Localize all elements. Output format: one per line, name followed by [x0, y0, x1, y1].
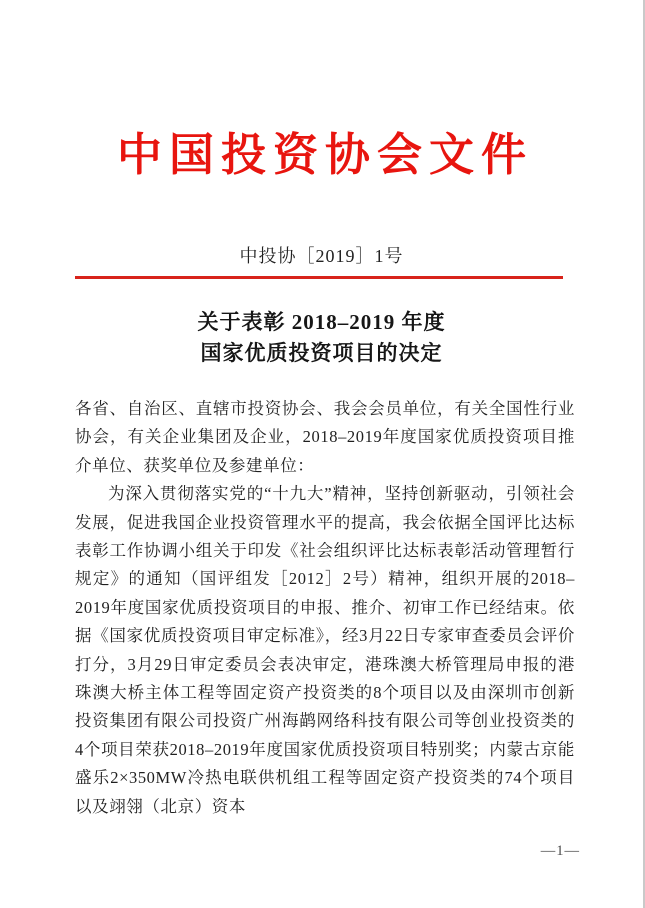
page-number: —1— — [540, 843, 580, 859]
document-body — [75, 395, 575, 821]
decision-title-line2: 国家优质投资项目的决定 — [200, 341, 443, 365]
decision-title — [0, 307, 643, 369]
main-paragraph: 为深入贯彻落实党的“十九大”精神，坚持创新驱动，引领社会发展，促进我国企业投资管理水平的提高，我会依据全国评比达标表彰工作协调小组关于印发《社会组织评比达标表彰活动管理暂行规定》的通知（国评组发［2012］2号）精神，组织开展的2018–2019年度国家优质投资项目的申报、推介、初审工作已经结束。依据《国家优质投资项目审定标准》，经3月22日专家审查委员会评价打分，3月29日审定委员会表决审定，港珠澳大桥管理局申报的港珠澳大桥主体工程等固定资产投资类的8个项目以及由深圳市创新投资集团有限公司投资广州海鹋网络科技有限公司等创业投资类的4个项目荣获2018–2019年度国家优质投资项目特别奖；内蒙古京能盛乐2×350MW冷热电联供机组工程等固定资产投资类的74个项目以及翊翎（北京）资本 — [75, 484, 575, 816]
doc-number: 中投协［2019］1号 — [239, 246, 404, 266]
salutation-paragraph: 各省、自治区、直辖市投资协会、我会会员单位，有关全国性行业协会，有关企业集团及企业，2018–2019年度国家优质投资项目推介单位、获奖单位及参建单位： — [75, 399, 575, 475]
org-header-title: 中国投资协会文件 — [116, 130, 533, 180]
decision-title-line1: 关于表彰 2018–2019 年度 — [197, 310, 446, 334]
red-divider-line — [75, 276, 563, 279]
